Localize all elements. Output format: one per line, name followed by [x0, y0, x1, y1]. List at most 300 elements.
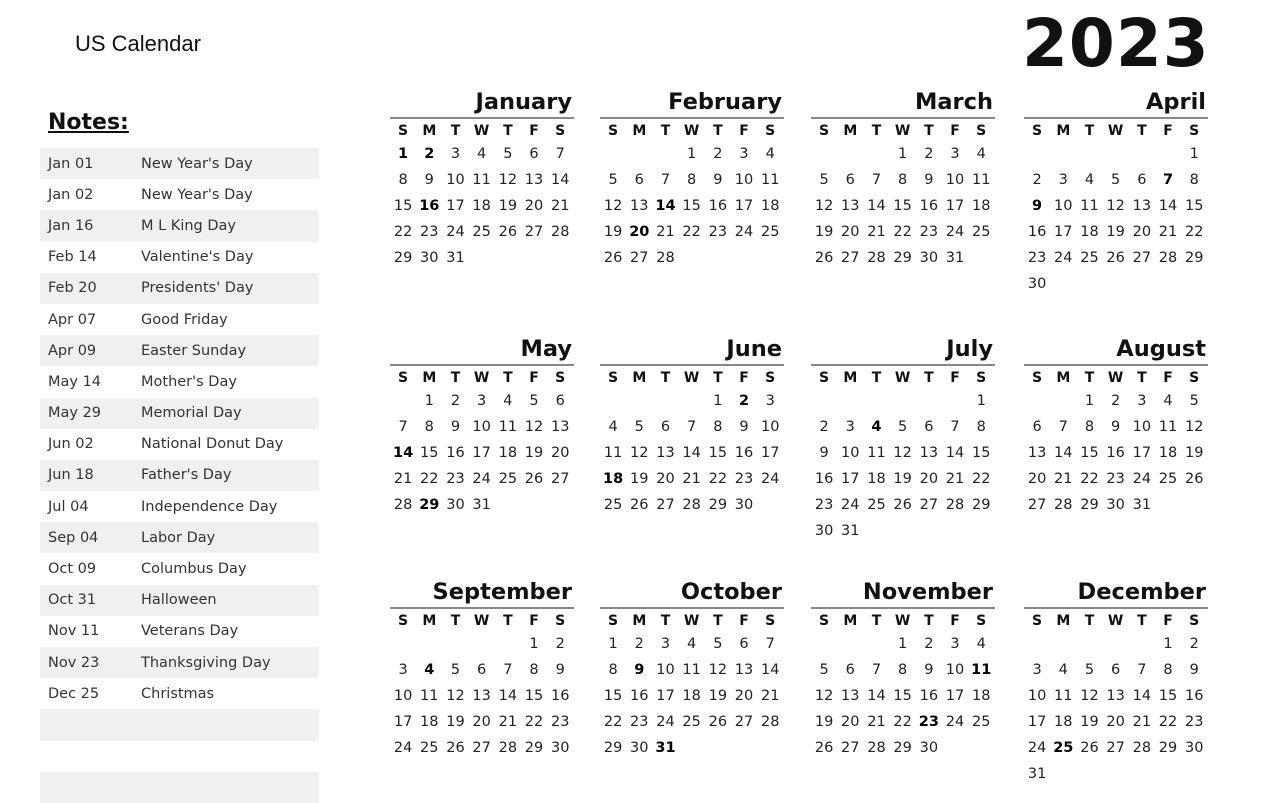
weekday-label: W — [683, 613, 700, 629]
weekday-label: W — [473, 613, 490, 629]
month-name: December — [1077, 579, 1206, 605]
weekday-label: M — [422, 613, 437, 629]
weekday-label: T — [503, 613, 513, 629]
weekday-label: W — [473, 123, 490, 139]
day-cell: 14 — [867, 688, 886, 704]
day-cell: 10 — [945, 172, 965, 188]
day-empty — [416, 631, 442, 657]
day-cell: 14 — [1158, 198, 1178, 214]
month-name: February — [668, 89, 782, 115]
day-cell: 1 — [898, 146, 908, 162]
day-empty — [863, 388, 889, 414]
day-cell: 5 — [1111, 172, 1121, 188]
weekday-label: S — [819, 613, 830, 629]
weekday-label: M — [632, 370, 647, 386]
note-name: New Year's Day — [141, 155, 253, 172]
day-cell: 19 — [814, 714, 834, 730]
day-cell: 13 — [734, 662, 754, 678]
day-cell: 19 — [1106, 224, 1125, 240]
day-cell: 23 — [420, 224, 439, 240]
day-cell: 29 — [603, 740, 623, 756]
day-cell: 29 — [1158, 740, 1178, 756]
note-row — [40, 460, 319, 491]
day-cell: 29 — [1080, 497, 1099, 513]
day-cell: 28 — [393, 497, 413, 513]
day-empty — [942, 388, 968, 414]
day-cell: 17 — [472, 445, 491, 461]
day-empty — [679, 388, 705, 414]
day-cell: 29 — [708, 497, 728, 513]
day-holiday: 20 — [629, 224, 650, 240]
day-cell: 30 — [630, 740, 649, 756]
day-cell: 5 — [608, 172, 618, 188]
weekday-header — [811, 609, 995, 631]
month-september — [390, 578, 574, 761]
day-cell: 31 — [472, 497, 491, 513]
day-cell: 12 — [708, 662, 728, 678]
day-cell: 30 — [734, 497, 754, 513]
day-cell: 31 — [945, 250, 965, 266]
day-cell: 8 — [898, 662, 908, 678]
day-cell: 26 — [1106, 250, 1125, 266]
day-cell: 22 — [420, 471, 439, 487]
day-cell: 15 — [1184, 198, 1204, 214]
note-name: Mother's Day — [141, 373, 237, 390]
weekday-label: S — [398, 123, 409, 139]
day-cell: 12 — [814, 198, 834, 214]
day-empty — [626, 388, 652, 414]
day-cell: 30 — [919, 740, 939, 756]
day-cell: 25 — [760, 224, 780, 240]
day-cell: 3 — [660, 636, 671, 652]
day-empty — [442, 631, 468, 657]
day-cell: 13 — [656, 445, 675, 461]
day-cell: 4 — [976, 146, 986, 162]
day-cell: 25 — [420, 740, 439, 756]
day-cell: 7 — [687, 419, 697, 435]
day-cell: 18 — [1080, 224, 1099, 240]
note-name: Columbus Day — [141, 561, 247, 578]
day-cell: 4 — [1163, 393, 1173, 409]
month-name: January — [475, 89, 572, 115]
note-name: Good Friday — [141, 311, 228, 328]
day-empty — [863, 631, 889, 657]
weekday-label: S — [976, 123, 987, 139]
day-cell: 1 — [529, 636, 539, 652]
day-empty — [1050, 388, 1076, 414]
day-cell: 20 — [550, 445, 570, 461]
weekday-header — [600, 609, 784, 631]
weekday-label: S — [976, 613, 987, 629]
day-cell: 11 — [867, 445, 886, 461]
weekday-label: W — [683, 123, 700, 139]
notes-list — [40, 148, 319, 803]
note-date: Jan 16 — [48, 217, 94, 234]
weekday-label: S — [398, 613, 409, 629]
weekday-label: F — [529, 123, 539, 139]
month-name: April — [1145, 89, 1206, 115]
weekday-label: M — [843, 370, 858, 386]
day-cell: 28 — [1158, 250, 1178, 266]
day-cell: 6 — [845, 172, 855, 188]
day-empty — [837, 141, 863, 167]
day-cell: 24 — [734, 224, 754, 240]
day-grid — [390, 388, 574, 518]
weekday-label: T — [660, 370, 671, 386]
weekday-label: T — [450, 370, 461, 386]
day-cell: 9 — [450, 419, 461, 435]
day-cell: 6 — [1111, 662, 1121, 678]
day-empty — [1103, 631, 1129, 657]
day-cell: 4 — [1084, 172, 1095, 188]
day-cell: 1 — [1163, 636, 1173, 652]
day-cell: 14 — [945, 445, 965, 461]
weekday-header — [811, 366, 995, 388]
day-cell: 13 — [1106, 688, 1125, 704]
day-cell: 22 — [893, 224, 912, 240]
day-cell: 25 — [603, 497, 623, 513]
weekday-label: S — [608, 370, 619, 386]
day-cell: 18 — [760, 198, 780, 214]
day-cell: 9 — [555, 662, 565, 678]
weekday-label: S — [1189, 370, 1200, 386]
day-cell: 16 — [550, 688, 570, 704]
day-holiday: 9 — [1032, 198, 1043, 214]
day-cell: 8 — [898, 172, 908, 188]
day-cell: 26 — [603, 250, 623, 266]
day-cell: 5 — [819, 172, 829, 188]
day-cell: 20 — [734, 688, 754, 704]
weekday-label: W — [1107, 370, 1124, 386]
day-cell: 15 — [393, 198, 413, 214]
weekday-label: S — [398, 370, 409, 386]
weekday-label: W — [473, 370, 490, 386]
note-name: Father's Day — [141, 467, 232, 484]
day-cell: 10 — [1027, 688, 1047, 704]
day-cell: 30 — [919, 250, 939, 266]
day-cell: 12 — [630, 445, 649, 461]
day-cell: 6 — [555, 393, 565, 409]
day-cell: 23 — [919, 224, 939, 240]
day-cell: 4 — [608, 419, 618, 435]
weekday-label: T — [713, 123, 723, 139]
day-cell: 19 — [446, 714, 465, 730]
day-cell: 7 — [503, 662, 513, 678]
day-empty — [652, 141, 678, 167]
day-cell: 5 — [713, 636, 723, 652]
day-cell: 26 — [1184, 471, 1204, 487]
weekday-label: F — [1163, 123, 1173, 139]
day-cell: 20 — [919, 471, 939, 487]
day-cell: 13 — [630, 198, 649, 214]
day-cell: 13 — [1132, 198, 1152, 214]
day-cell: 23 — [814, 497, 834, 513]
day-empty — [626, 141, 652, 167]
day-cell: 22 — [393, 224, 413, 240]
day-cell: 24 — [1054, 250, 1073, 266]
day-holiday: 4 — [871, 419, 882, 435]
day-cell: 11 — [1158, 419, 1178, 435]
day-cell: 16 — [630, 688, 649, 704]
day-cell: 23 — [1027, 250, 1047, 266]
day-cell: 4 — [503, 393, 513, 409]
month-name: October — [680, 579, 782, 605]
day-cell: 20 — [656, 471, 675, 487]
day-grid — [600, 388, 784, 518]
note-row — [40, 678, 319, 709]
day-cell: 30 — [1184, 740, 1204, 756]
day-grid — [811, 141, 995, 271]
weekday-label: M — [1056, 613, 1071, 629]
day-cell: 26 — [1080, 740, 1099, 756]
day-cell: 16 — [814, 471, 834, 487]
note-name: New Year's Day — [141, 186, 253, 203]
day-cell: 12 — [498, 172, 518, 188]
note-date: Jul 04 — [48, 498, 89, 515]
day-cell: 3 — [739, 146, 749, 162]
day-cell: 4 — [765, 146, 775, 162]
day-cell: 17 — [656, 688, 675, 704]
day-cell: 24 — [393, 740, 413, 756]
day-cell: 19 — [1080, 714, 1099, 730]
day-cell: 19 — [814, 224, 834, 240]
day-empty — [1103, 141, 1129, 167]
day-empty — [600, 388, 626, 414]
day-cell: 10 — [1054, 198, 1073, 214]
day-cell: 9 — [819, 445, 829, 461]
month-march — [811, 88, 995, 271]
day-cell: 14 — [1132, 688, 1152, 704]
day-cell: 3 — [398, 662, 408, 678]
day-cell: 28 — [550, 224, 570, 240]
day-cell: 14 — [760, 662, 780, 678]
weekday-label: T — [503, 370, 513, 386]
day-cell: 11 — [420, 688, 439, 704]
note-date: Oct 31 — [48, 592, 97, 609]
day-cell: 29 — [1184, 250, 1204, 266]
day-cell: 24 — [760, 471, 780, 487]
day-cell: 19 — [630, 471, 649, 487]
day-cell: 15 — [682, 198, 701, 214]
day-empty — [390, 631, 416, 657]
day-empty — [1076, 141, 1102, 167]
day-cell: 27 — [841, 740, 860, 756]
weekday-label: S — [608, 123, 619, 139]
day-cell: 23 — [550, 714, 570, 730]
day-cell: 18 — [472, 198, 491, 214]
weekday-label: S — [819, 123, 830, 139]
day-cell: 23 — [630, 714, 649, 730]
day-cell: 27 — [524, 224, 544, 240]
day-cell: 1 — [1189, 146, 1199, 162]
day-cell: 31 — [841, 523, 860, 539]
weekday-label: S — [555, 613, 566, 629]
month-january — [390, 88, 574, 271]
day-cell: 25 — [498, 471, 518, 487]
day-cell: 16 — [734, 445, 754, 461]
note-date: May 29 — [48, 405, 102, 422]
day-cell: 23 — [1106, 471, 1125, 487]
note-date: Sep 04 — [48, 529, 99, 546]
day-empty — [1129, 141, 1155, 167]
day-cell: 11 — [760, 172, 780, 188]
day-cell: 4 — [976, 636, 986, 652]
day-cell: 27 — [630, 250, 649, 266]
weekday-label: S — [555, 370, 566, 386]
day-cell: 25 — [971, 224, 991, 240]
day-cell: 8 — [608, 662, 618, 678]
day-cell: 18 — [420, 714, 439, 730]
weekday-label: T — [713, 613, 723, 629]
day-cell: 13 — [550, 419, 570, 435]
weekday-label: F — [739, 613, 749, 629]
day-cell: 16 — [708, 198, 728, 214]
day-cell: 6 — [845, 662, 855, 678]
weekday-label: S — [765, 123, 776, 139]
day-cell: 26 — [814, 740, 834, 756]
day-cell: 28 — [867, 250, 886, 266]
day-cell: 2 — [555, 636, 565, 652]
month-june — [600, 335, 784, 518]
day-cell: 18 — [1158, 445, 1178, 461]
day-cell: 9 — [713, 172, 723, 188]
day-cell: 1 — [608, 636, 618, 652]
day-cell: 3 — [1032, 662, 1042, 678]
day-cell: 18 — [498, 445, 518, 461]
day-cell: 14 — [550, 172, 570, 188]
day-grid — [811, 631, 995, 761]
day-empty — [863, 141, 889, 167]
day-cell: 15 — [603, 688, 623, 704]
day-cell: 7 — [950, 419, 960, 435]
day-cell: 17 — [734, 198, 754, 214]
weekday-label: T — [1137, 613, 1147, 629]
weekday-header — [600, 366, 784, 388]
day-cell: 22 — [1184, 224, 1204, 240]
weekday-label: T — [1084, 123, 1095, 139]
note-row — [40, 616, 319, 647]
day-cell: 25 — [682, 714, 701, 730]
day-cell: 11 — [472, 172, 491, 188]
day-cell: 19 — [708, 688, 728, 704]
day-cell: 12 — [1106, 198, 1125, 214]
day-cell: 2 — [1032, 172, 1042, 188]
month-name: September — [432, 579, 572, 605]
day-cell: 24 — [446, 224, 465, 240]
day-cell: 5 — [450, 662, 461, 678]
note-row — [40, 273, 319, 304]
month-october — [600, 578, 784, 761]
day-cell: 9 — [924, 662, 934, 678]
day-cell: 21 — [1132, 714, 1152, 730]
day-cell: 22 — [1080, 471, 1099, 487]
day-holiday: 14 — [655, 198, 676, 214]
day-empty — [1050, 141, 1076, 167]
weekday-label: W — [1107, 123, 1124, 139]
day-cell: 3 — [477, 393, 487, 409]
day-cell: 5 — [634, 419, 644, 435]
day-cell: 3 — [845, 419, 855, 435]
day-cell: 22 — [603, 714, 623, 730]
day-cell: 11 — [1080, 198, 1099, 214]
day-cell: 21 — [656, 224, 675, 240]
day-cell: 11 — [971, 172, 991, 188]
note-name: Memorial Day — [141, 405, 242, 422]
weekday-header — [390, 366, 574, 388]
day-cell: 22 — [971, 471, 991, 487]
page-title: US Calendar — [75, 31, 201, 56]
day-cell: 3 — [950, 146, 960, 162]
day-cell: 9 — [739, 419, 749, 435]
day-cell: 1 — [713, 393, 723, 409]
day-cell: 23 — [708, 224, 728, 240]
day-empty — [1024, 388, 1050, 414]
month-name: March — [914, 89, 993, 115]
month-name: November — [862, 579, 993, 605]
weekday-header — [600, 119, 784, 141]
weekday-label: W — [894, 123, 911, 139]
weekday-label: T — [450, 123, 461, 139]
weekday-label: S — [1189, 123, 1200, 139]
day-cell: 7 — [398, 419, 408, 435]
weekday-label: F — [739, 370, 749, 386]
month-name: July — [946, 336, 993, 362]
day-cell: 11 — [603, 445, 623, 461]
day-cell: 5 — [819, 662, 829, 678]
note-name: Thanksgiving Day — [141, 654, 271, 671]
weekday-label: S — [1032, 370, 1043, 386]
day-cell: 15 — [1158, 688, 1178, 704]
day-cell: 8 — [687, 172, 697, 188]
day-cell: 14 — [1054, 445, 1073, 461]
note-date: Nov 11 — [48, 623, 100, 640]
day-cell: 6 — [1032, 419, 1042, 435]
day-cell: 24 — [841, 497, 860, 513]
weekday-label: M — [632, 613, 647, 629]
day-cell: 12 — [893, 445, 912, 461]
note-date: Oct 09 — [48, 561, 97, 578]
month-name: August — [1116, 336, 1206, 362]
weekday-label: F — [529, 370, 539, 386]
day-empty — [890, 388, 916, 414]
day-cell: 6 — [924, 419, 934, 435]
day-holiday: 1 — [398, 146, 409, 162]
day-cell: 2 — [634, 636, 644, 652]
day-cell: 17 — [841, 471, 860, 487]
day-cell: 12 — [524, 419, 544, 435]
day-cell: 30 — [814, 523, 834, 539]
weekday-label: F — [739, 123, 749, 139]
day-cell: 20 — [472, 714, 491, 730]
day-cell: 7 — [660, 172, 671, 188]
day-empty — [837, 388, 863, 414]
day-cell: 6 — [660, 419, 671, 435]
day-cell: 9 — [1111, 419, 1121, 435]
day-cell: 1 — [424, 393, 434, 409]
note-date: Feb 20 — [48, 280, 97, 297]
day-cell: 5 — [503, 146, 513, 162]
month-may — [390, 335, 574, 518]
weekday-label: S — [1189, 613, 1200, 629]
day-holiday: 31 — [655, 740, 676, 756]
day-cell: 20 — [841, 224, 860, 240]
day-cell: 16 — [446, 445, 465, 461]
day-cell: 21 — [1054, 471, 1073, 487]
day-cell: 28 — [1054, 497, 1073, 513]
weekday-label: F — [950, 613, 960, 629]
day-cell: 8 — [1084, 419, 1095, 435]
weekday-label: M — [843, 613, 858, 629]
